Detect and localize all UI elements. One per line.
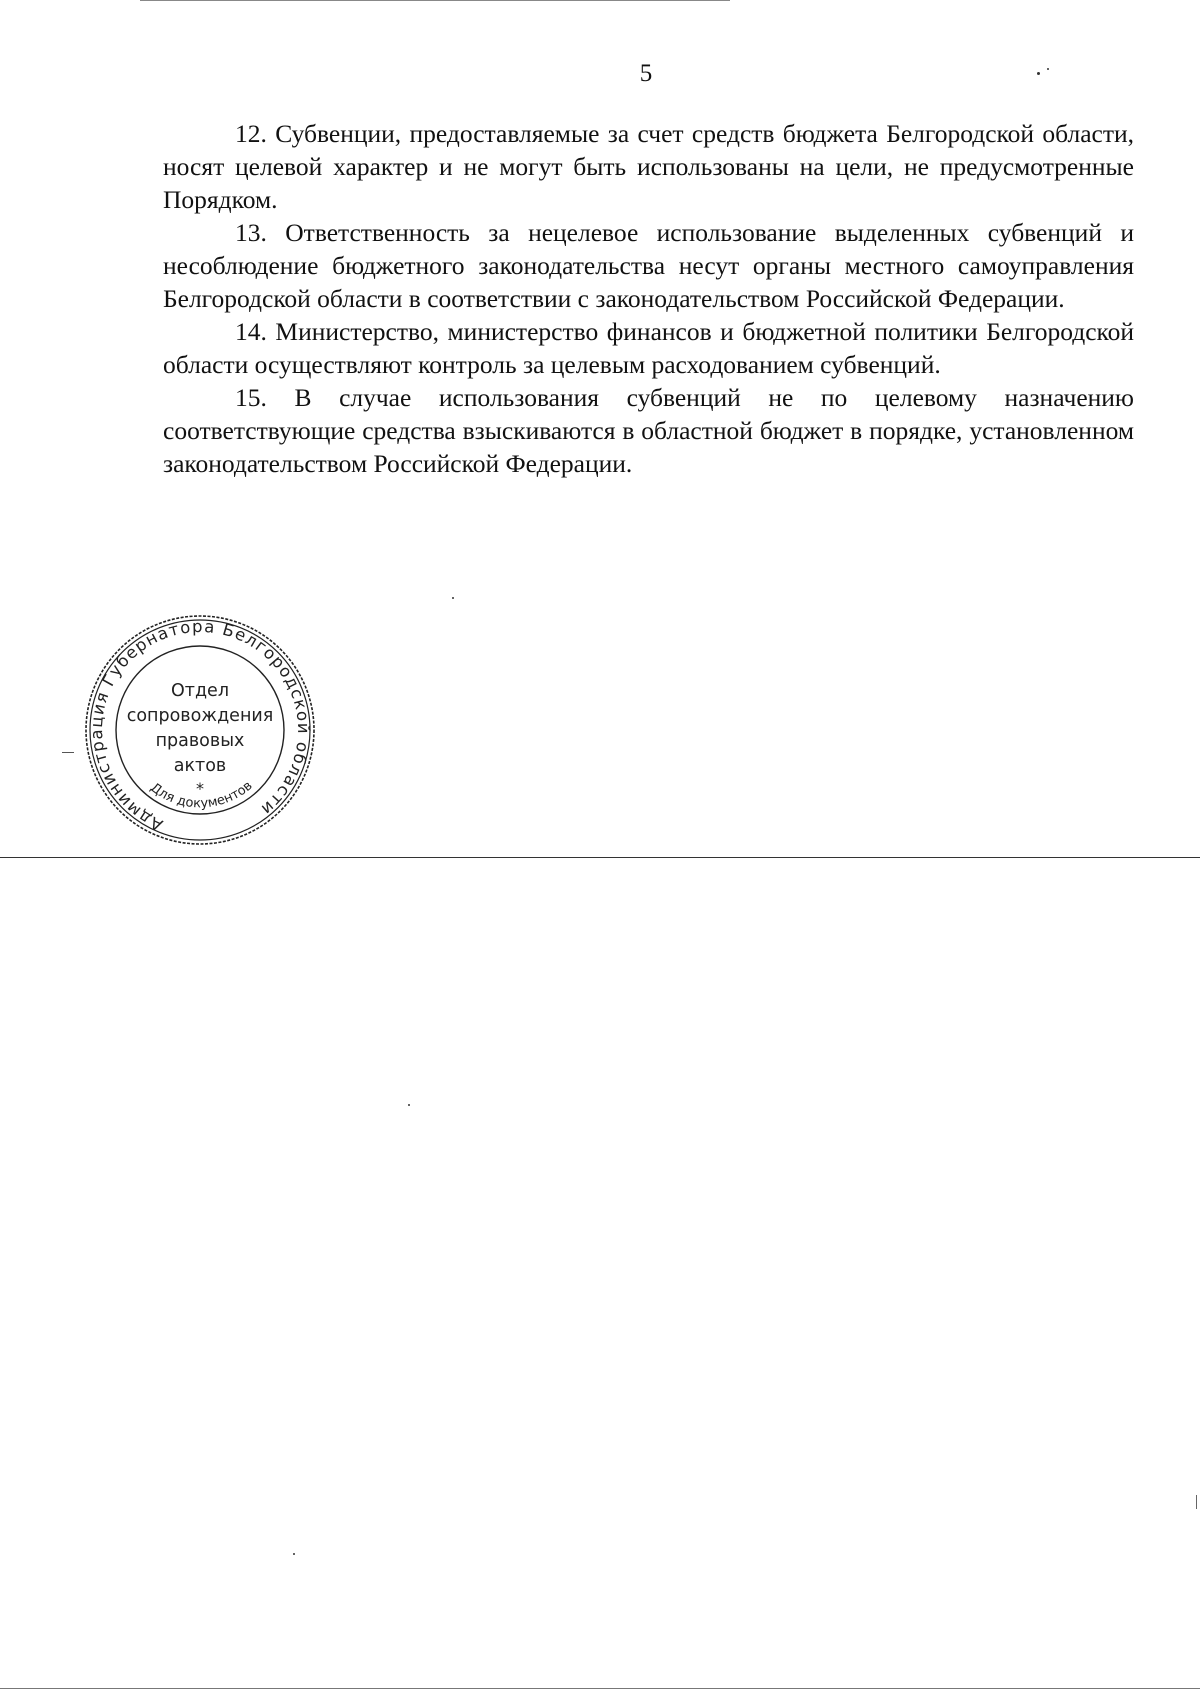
stamp-star: * — [196, 779, 204, 798]
official-stamp — [84, 614, 316, 846]
paragraph-13: 13. Ответственность за нецелевое использование выделенных субвенций и несоблюдение бюджетного законодательства несут органы местного самоуправления Белгородской области в соответствии с законодательством Российской Федерации. — [163, 218, 1134, 313]
scan-speck — [1047, 68, 1049, 70]
paragraph-12: 12. Субвенции, предоставляемые за счет средств бюджета Белгородской области, носят целевой характер и не могут быть использованы на цели, не предусмотренные Порядком. — [163, 119, 1134, 214]
scan-mark — [62, 752, 74, 753]
page-number: 5 — [639, 60, 653, 87]
paragraph-15: 15. В случае использования субвенций не по целевому назначению соответствующие средства взыскиваются в областной бюджет в порядке, установленном законодательством Российской Федерации. — [163, 383, 1134, 478]
stamp-center-line-3: правовых — [155, 731, 245, 751]
scan-divider-line — [0, 857, 1200, 858]
scan-speck — [293, 1553, 295, 1555]
stamp-center-line-1: Отдел — [170, 681, 230, 701]
stamp-inner-text: Для документов — [147, 778, 256, 812]
stamp-center-line-4: актов — [173, 756, 227, 776]
scan-speck — [1037, 72, 1040, 75]
scan-speck — [452, 597, 454, 599]
scan-edge-mark — [1196, 1495, 1197, 1509]
paragraph-14: 14. Министерство, министерство финансов и бюджетной политики Белгородской области осуществляют контроль за целевым расходованием субвенций. — [163, 317, 1134, 379]
scan-speck — [408, 1104, 410, 1106]
stamp-center-line-2: сопровождения — [126, 706, 274, 726]
body-text — [163, 117, 1134, 480]
stamp-outer-text: Администрация Губернатора Белгородской области — [86, 616, 314, 835]
top-scan-line — [140, 0, 730, 1]
bottom-scan-line — [0, 1688, 1200, 1689]
